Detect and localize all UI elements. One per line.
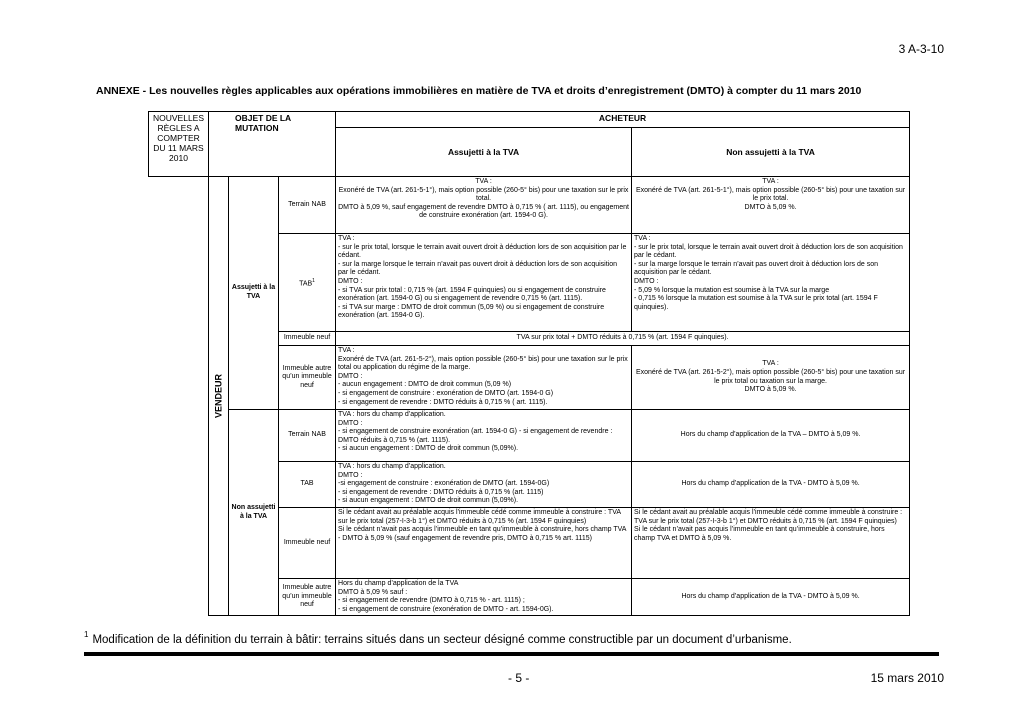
object-cell: Immeuble autre qu’un immeuble neuf <box>279 346 336 410</box>
annex-title: ANNEXE - Les nouvelles règles applicables aux opérations immobilières en matière de TVA et droits d’enregistrement (DMTO) à compter du 11 mars 2010 <box>96 85 862 97</box>
object-cell: Immeuble neuf <box>279 507 336 578</box>
assujetti-cell: TVA : hors du champ d’application. DMTO : -si engagement de construire : exonération de DMTO (art. 1594-0G) - si engagement de revendre : DMTO réduits à 0,715 % (art. 1115) - si aucun engagement : DMTO de droit commun (5,09%). <box>336 462 632 508</box>
non-assujetti-cell: TVA : Exonéré de TVA (art. 261-5-1°), mais option possible (260-5° bis) pour une taxation sur le prix total. DMTO à 5,09 %. <box>632 177 910 234</box>
object-cell: Immeuble autre qu’un immeuble neuf <box>279 578 336 615</box>
table-row <box>149 410 910 462</box>
object-cell: Immeuble neuf <box>279 332 336 346</box>
object-cell: Terrain NAB <box>279 177 336 234</box>
footnote-mark: 1 <box>312 277 315 284</box>
non-assujetti-cell: Hors du champ d’application de la TVA - DMTO à 5,09 %. <box>632 462 910 508</box>
header-object: OBJET DE LA MUTATION <box>209 112 336 177</box>
non-assujetti-cell: TVA : - sur le prix total, lorsque le terrain avait ouvert droit à déduction lors de son acquisition par le cédant. - sur la marge lorsque le terrain n’avait pas ouvert droit à déduction lors de son acquisition par le cédant. DMTO : - 5,09 % lorsque la mutation est soumise à la TVA sur la marge - 0,715 % lorsque la mutation est soumise à la TVA sur le prix total (art. 1594 F quinquies). <box>632 234 910 332</box>
header-assujetti: Assujetti à la TVA <box>336 127 632 176</box>
category-assujetti: Assujetti à la TVA <box>229 177 279 410</box>
non-assujetti-cell: Si le cédant avait au préalable acquis l’immeuble cédé comme immeuble à construire : TVA sur le prix total (257-I-3-b 1°) et DMTO réduits à 0,715 % (art. 1594 F quinquies) Si le cédant n’avait pas acquis l’immeuble en tant qu’immeuble à construire, hors champ TVA et DMTO à 5,09 %. <box>632 507 910 578</box>
rules-table <box>148 111 910 616</box>
category-non-assujetti: Non assujetti à la TVA <box>229 410 279 616</box>
header-buyer: ACHETEUR <box>336 112 910 128</box>
object-cell: TAB$^1$ <box>279 234 336 332</box>
assujetti-cell: TVA : Exonéré de TVA (art. 261-5-2°), mais option possible (260-5° bis) pour une taxation sur le prix total ou application du régime de la marge. DMTO : - aucun engagement : DMTO de droit commun (5,09 %) - si engagement de construire : exonération de DMTO (art. 1594-0 G) - si engagement de revendre : DMTO réduits à 0,715 % ( art. 1115). <box>336 346 632 410</box>
footnote-number: 1 <box>84 630 89 639</box>
non-assujetti-cell: Hors du champ d’application de la TVA - DMTO à 5,09 %. <box>632 578 910 615</box>
assujetti-cell: Si le cédant avait au préalable acquis l’immeuble cédé comme immeuble à construire : TVA sur le prix total (257-I-3-b 1°) et DMTO réduits à 0,715 % (art. 1594 F quinquies) Si le cédant n’avait pas acquis l’immeuble en tant qu’immeuble à construire, hors champ TVA - DMTO à 5,09 % (sauf engagement de revendre pris, DMTO à 0,715 % art. 1115) <box>336 507 632 578</box>
footer-date: 15 mars 2010 <box>870 671 944 685</box>
footnote-text: Modification de la définition du terrain à bâtir: terrains situés dans un secteur désigné comme constructible par un document d’urbanisme. <box>92 634 792 646</box>
merged-cell: TVA sur prix total + DMTO réduits à 0,715 % (art. 1594 F quinquies). <box>336 332 910 346</box>
header-rules: NOUVELLES RÈGLES A COMPTER DU 11 MARS 2010 <box>149 112 209 177</box>
object-cell: TAB <box>279 462 336 508</box>
non-assujetti-cell: Hors du champ d’application de la TVA – DMTO à 5,09 %. <box>632 410 910 462</box>
page-number: - 5 - <box>508 671 530 685</box>
assujetti-cell: TVA : Exonéré de TVA (art. 261-5-1°), mais option possible (260-5° bis) pour une taxation sur le prix total. DMTO à 5,09 %, sauf engagement de revendre DMTO à 0,715 % ( art. 1115), ou engagement de construire exonération (art. 1594-0 G). <box>336 177 632 234</box>
object-cell: Terrain NAB <box>279 410 336 462</box>
table-row <box>149 177 910 234</box>
spacer <box>149 177 209 616</box>
header-non-assujetti: Non assujetti à la TVA <box>632 127 910 176</box>
assujetti-cell: TVA : - sur le prix total, lorsque le terrain avait ouvert droit à déduction lors de son acquisition par le cédant. - sur la marge lorsque le terrain n’avait pas ouvert droit à déduction lors de son acquisition par le cédant. DMTO : - si TVA sur prix total : 0,715 % (art. 1594 F quinquies) ou si engagement de construire exonération (art. 1594-0 G) ou si engagement de revendre 0,715 % (art. 1115). - si TVA sur marge : DMTO de droit commun (5,09 %) ou si engagement de construire exonération (art. 1594-0 G). <box>336 234 632 332</box>
table-header-row <box>149 112 910 128</box>
assujetti-cell: Hors du champ d’application de la TVA DMTO à 5,09 % sauf : - si engagement de revendre (DMTO à 0,715 % - art. 1115) ; - si engagement de construire (exonération de DMTO - art. 1594-0G). <box>336 578 632 615</box>
assujetti-cell: TVA : hors du champ d’application. DMTO : - si engagement de construire exonération (art. 1594-0 G) - si engagement de revendre : DMTO réduits à 0,715 % (art. 1115). - si aucun engagement : DMTO de droit commun (5,09%). <box>336 410 632 462</box>
vendeur-label: VENDEUR <box>209 177 229 616</box>
footnote <box>84 630 792 646</box>
document-reference: 3 A-3-10 <box>898 42 944 56</box>
non-assujetti-cell: TVA : Exonéré de TVA (art. 261-5-2°), mais option possible (260-5° bis) pour une taxation sur le prix total ou taxation sur la marge. DMTO à 5,09 %. <box>632 346 910 410</box>
footer-rule <box>84 652 939 656</box>
